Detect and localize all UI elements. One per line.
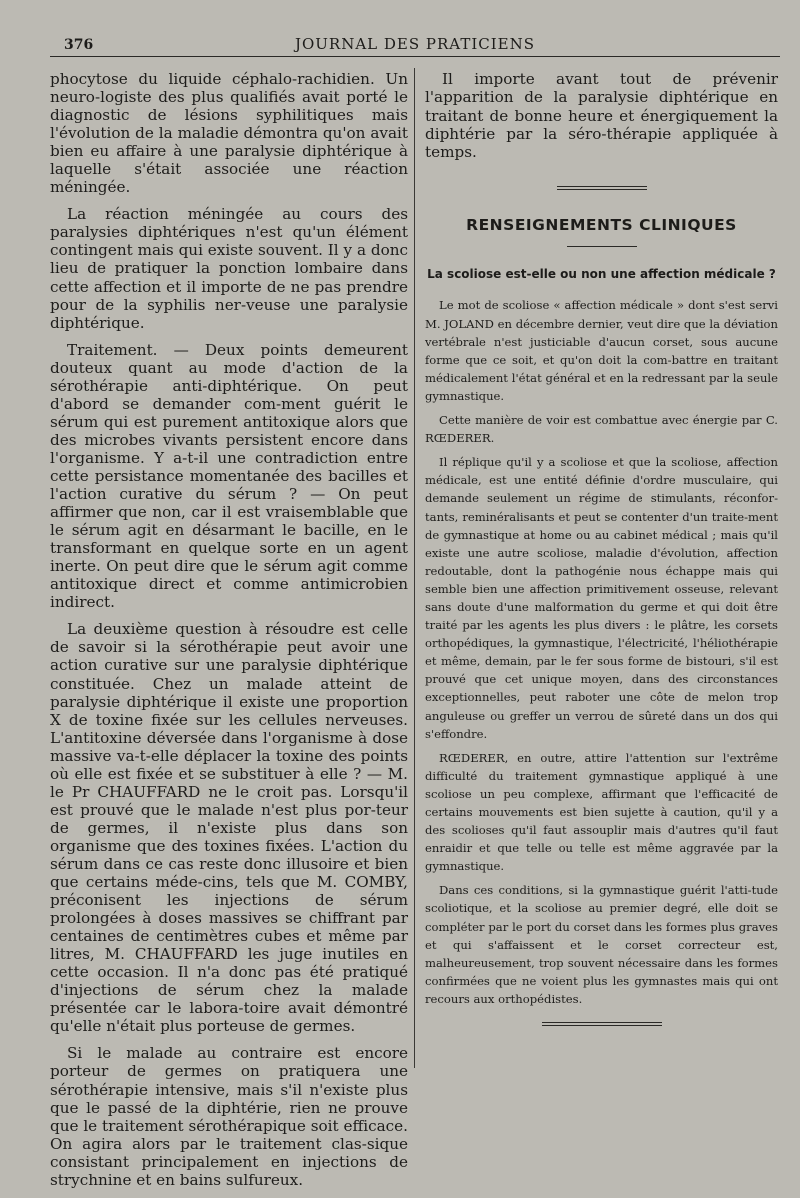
article-title: La scoliose est-elle ou non une affection médicale ? [427, 267, 776, 282]
running-title: JOURNAL DES PRATICIENS [294, 35, 536, 53]
heading-rule [567, 246, 637, 247]
section-heading: RENSEIGNEMENTS CLINIQUES [466, 216, 737, 235]
paragraph: Le mot de scoliose « affection médicale » dont s'est servi M. JOLAND en décembre dernier, veut dire que la déviation vertébrale n'est justiciable d'aucun corset, sous aucune forme que ce soit, et qu'on doit la com-battre en traitant médicalement l'état général et en la redressant par la seule gymnastique. [425, 298, 778, 403]
page-number: 376 [64, 37, 94, 53]
column-divider [414, 68, 415, 1068]
paragraph: RŒDERER, en outre, attire l'attention sur l'extrême difficulté du traitement gymnastique appliqué à une scoliose un peu complexe, affirmant que l'efficacité de certains mouvements est bien sujette à caution, qu'il y a des scolioses qu'il faut assouplir mais d'autres qu'il faut enraidir et que telle ou telle est même aggravée par la gymnastique. [425, 750, 778, 874]
end-separator [542, 1022, 662, 1026]
paragraph: La réaction méningée au cours des paralysies diphtériques n'est qu'un élément contingent mais qui existe souvent. Il y a donc lieu de pratiquer la ponction lombaire dans cette affection et il importe de ne pas prendre pour de la syphilis ner-veuse une paralysie diphtérique. [50, 205, 408, 332]
left-column [50, 70, 408, 1198]
right-column [425, 70, 778, 1026]
paragraph: Dans ces conditions, si la gymnastique guérit l'atti-tude scoliotique, et la scoliose au premier degré, elle doit se compléter par le port du corset dans les formes plus graves et qui s'affaissent et le corset correcteur est, malheureusement, trop souvent nécessaire dans les formes confirmées que ne voient plus les gymnastes mais qui ont recours aux orthopédistes. [425, 883, 778, 1006]
header-rule [50, 56, 780, 57]
paragraph: phocytose du liquide céphalo-rachidien. Un neuro-logiste des plus qualifiés avait porté le diagnostic de lésions syphilitiques mais l'évolution de la maladie démontra qu'on avait bien eu affaire à une paralysie diphtérique à laquelle s'était associée une réaction méningée. [50, 70, 408, 197]
section-separator [557, 186, 647, 190]
intro-paragraph: Il importe avant tout de prévenir l'apparition de la paralysie diphtérique en traitant de bonne heure et énergiquement la diphtérie par la séro-thérapie appliquée à temps. [425, 70, 778, 162]
paragraph: Si le malade au contraire est encore porteur de germes on pratiquera une sérothérapie intensive, mais s'il n'existe plus que le passé de la diphtérie, rien ne prouve que le traitement sérothérapique soit efficace. On agira alors par le traitement clas-sique consistant principalement en injections de strychnine et en bains sulfureux. [50, 1044, 408, 1189]
paragraph: Traitement. — Deux points demeurent douteux quant au mode d'action de la sérothérapie anti-diphtérique. On peut d'abord se demander com-ment guérit le sérum qui est purement antitoxique alors que des microbes vivants persistent encore dans l'organisme. Y a-t-il une contradiction entre cette persistance momentanée des bacilles et l'action curative du sérum ? — On peut affirmer que non, car il est vraisemblable que le sérum agit en désarmant le bacille, en le transformant en quelque sorte en un agent inerte. On peut dire que le sérum agit comme antitoxique direct et comme antimicrobien indirect. [50, 340, 408, 612]
page-header [50, 32, 780, 58]
paragraph: La deuxième question à résoudre est celle de savoir si la sérothérapie peut avoir une action curative sur une paralysie diphtérique constituée. Chez un malade atteint de paralysie diphtérique il existe une proportion X de toxine fixée sur les cellules nerveuses. L'antitoxine déversée dans l'organisme à dose massive va-t-elle déplacer la toxine des points où elle est fixée et se substituer à elle ? — M. le Pr CHAUFFARD ne le croit pas. Lorsqu'il est prouvé que le malade n'est plus por-teur de germes, il n'existe plus dans son organisme que des toxines fixées. L'action du sérum dans ce cas reste donc illusoire et bien que certains méde-cins, tels que M. COMBY, préconisent les injections de sérum prolongées à doses massives se chiffrant par centaines de centimètres cubes et même par litres, M. CHAUFFARD les juge inutiles en cette occasion. Il n'a donc pas été pratiqué d'injections de sérum chez la malade présentée car le labora-toire avait démontré qu'elle n'était plus porteuse de germes. [50, 620, 408, 1036]
article-body [425, 296, 778, 1008]
paragraph: Cette manière de voir est combattue avec énergie par C. RŒDERER. [425, 413, 778, 446]
paragraph: Il réplique qu'il y a scoliose et que la scoliose, affection médicale, est une entité définie d'ordre musculaire, qui demande seulement un régime de stimulants, réconfor-tants, reminéralisants et peut se contenter d'un traite-ment de gymnastique at home ou au cabinet médical ; mais qu'il existe une autre scoliose, maladie d'évolution, affection redoutable, dont la pathogénie nous échappe mais qui semble bien une affection primitivement osseuse, relevant sans doute d'une malformation du germe et qui doit être traité par les agents les plus divers : le plâtre, les corsets orthopédiques, la gymnastique, l'électricité, l'héliothérapie et même, demain, par le fer sous forme de bistouri, s'il est prouvé que cet unique moyen, dans des circonstances exceptionnelles, peut raboter une côte de melon trop anguleuse ou greffer un verrou de sûreté dans un dos qui s'effondre. [425, 455, 778, 741]
